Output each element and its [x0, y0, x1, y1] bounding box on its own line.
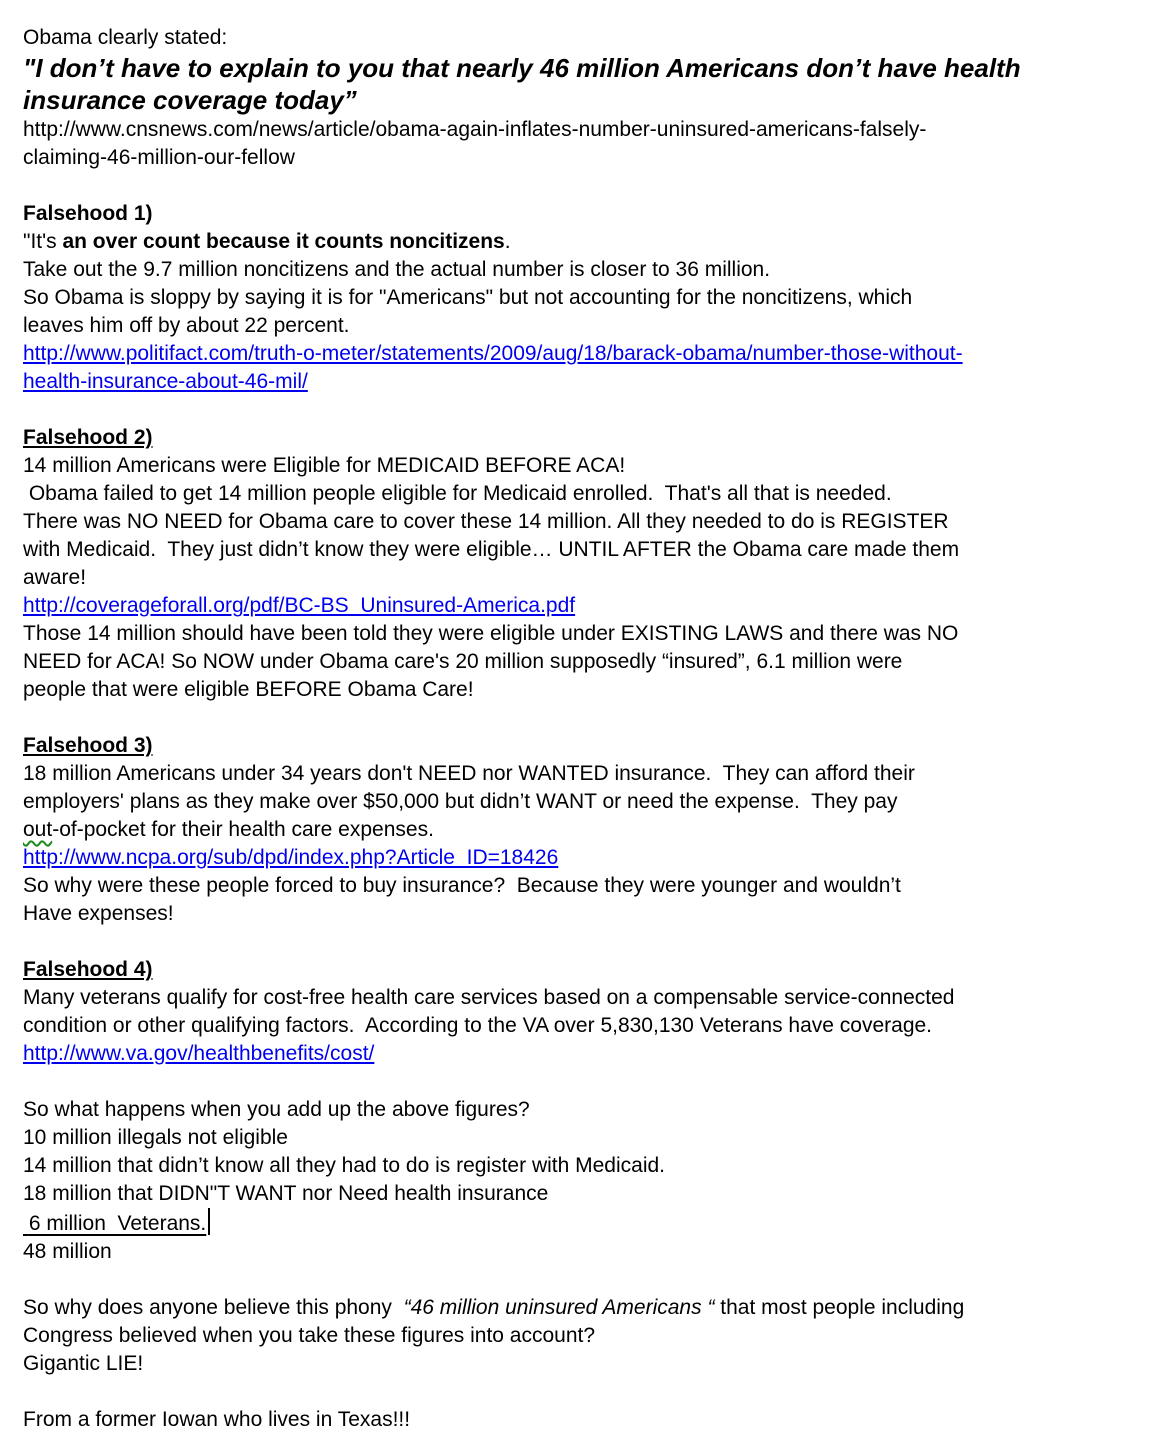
quote-headline-line-2: [23, 84, 1112, 116]
text-run: 14 million Americans were Eligible for MEDICAID BEFORE ACA!: [23, 454, 626, 477]
text-run: Falsehood 1): [23, 202, 153, 225]
falsehood-2-text-line: [23, 620, 1112, 648]
summary-item-line: [23, 1180, 1112, 1208]
text-run: So why were these people forced to buy insurance? Because they were younger and wouldn’t: [23, 874, 901, 897]
text-run: Gigantic LIE!: [23, 1352, 144, 1375]
text-run: insurance coverage today”: [23, 85, 357, 115]
conclusion-line: [23, 1350, 1112, 1378]
falsehood-2-text-line: [23, 480, 1112, 508]
text-run: that most people including: [714, 1296, 965, 1319]
blank-line: [23, 928, 1112, 956]
intro-line: [23, 24, 1112, 52]
text-run: people that were eligible BEFORE Obama Care!: [23, 678, 474, 701]
falsehood-2-text-line: [23, 536, 1112, 564]
text-run: -of-pocket for their health care expenses.: [52, 818, 434, 841]
hyperlink[interactable]: http://www.va.gov/healthbenefits/cost/: [23, 1042, 375, 1065]
politifact-link-line-1: [23, 340, 1112, 368]
blank-line: [23, 396, 1112, 424]
coverageforall-link-line: [23, 592, 1112, 620]
text-run: Have expenses!: [23, 902, 174, 925]
text-run: There was NO NEED for Obama care to cover these 14 million. All they needed to do is REGISTER: [23, 510, 949, 533]
falsehood-3-text-line: [23, 760, 1112, 788]
falsehood-1-heading: [23, 200, 1112, 228]
text-run: with Medicaid. They just didn’t know they were eligible… UNTIL AFTER the Obama care made them: [23, 538, 960, 561]
text-run: leaves him off by about 22 percent.: [23, 314, 350, 337]
text-run: .: [504, 230, 511, 253]
text-run: So Obama is sloppy by saying it is for "Americans" but not accounting for the noncitizens, which: [23, 286, 913, 309]
text-run: 10 million illegals not eligible: [23, 1126, 288, 1149]
hyperlink[interactable]: http://www.ncpa.org/sub/dpd/index.php?Article_ID=18426: [23, 846, 559, 869]
text-run: 6 million Veterans.: [23, 1212, 207, 1235]
falsehood-3-text-line: [23, 900, 1112, 928]
falsehood-1-text-line: [23, 312, 1112, 340]
falsehood-3-text-line: [23, 788, 1112, 816]
text-run: So why does anyone believe this phony: [23, 1296, 404, 1319]
falsehood-2-text-line: [23, 452, 1112, 480]
falsehood-2-heading: [23, 424, 1112, 452]
text-run: NEED for ACA! So NOW under Obama care's 20 million supposedly “insured”, 6.1 million were: [23, 650, 903, 673]
signoff-line: [23, 1406, 1112, 1434]
hyperlink[interactable]: http://coverageforall.org/pdf/BC-BS_Uninsured-America.pdf: [23, 594, 576, 617]
misspelled-word: out: [23, 818, 53, 841]
text-run: "It's: [23, 230, 63, 253]
text-run: 18 million Americans under 34 years don't NEED nor WANTED insurance. They can afford their: [23, 762, 915, 785]
blank-line: [23, 1378, 1112, 1406]
hyperlink[interactable]: http://www.politifact.com/truth-o-meter/statements/2009/aug/18/barack-obama/number-those-without-: [23, 342, 963, 365]
falsehood-4-text-line: [23, 984, 1112, 1012]
text-run: From a former Iowan who lives in Texas!!!: [23, 1408, 411, 1431]
falsehood-4-heading: [23, 956, 1112, 984]
falsehood-2-text-line: [23, 564, 1112, 592]
text-run: 14 million that didn’t know all they had to do is register with Medicaid.: [23, 1154, 665, 1177]
falsehood-1-text-line: [23, 256, 1112, 284]
va-link-line: [23, 1040, 1112, 1068]
text-cursor: [208, 1208, 210, 1235]
text-run: employers' plans as they make over $50,000 but didn’t WANT or need the expense. They pay: [23, 790, 898, 813]
summary-item-line: [23, 1124, 1112, 1152]
text-run: aware!: [23, 566, 87, 589]
text-run: Obama clearly stated:: [23, 26, 228, 49]
text-run: http://www.cnsnews.com/news/article/obama-again-inflates-number-uninsured-americans-falsely-: [23, 118, 927, 141]
sum-underline-line: [23, 1208, 1112, 1238]
conclusion-line: [23, 1294, 1112, 1322]
falsehood-2-text-line: [23, 676, 1112, 704]
blank-line: [23, 1068, 1112, 1096]
text-run: Falsehood 3): [23, 734, 153, 757]
blank-line: [23, 1266, 1112, 1294]
text-run: Those 14 million should have been told they were eligible under EXISTING LAWS and there was NO: [23, 622, 959, 645]
conclusion-line: [23, 1322, 1112, 1350]
falsehood-4-text-line: [23, 1012, 1112, 1040]
summary-item-line: [23, 1152, 1112, 1180]
text-run: So what happens when you add up the above figures?: [23, 1098, 530, 1121]
falsehood-1-text-line: [23, 284, 1112, 312]
cnsnews-url-line-1: [23, 116, 1112, 144]
blank-line: [23, 704, 1112, 732]
text-run: Obama failed to get 14 million people eligible for Medicaid enrolled. That's all that is needed.: [23, 482, 892, 505]
falsehood-3-text-line: [23, 816, 1112, 844]
text-run: Many veterans qualify for cost-free health care services based on a compensable service-connected: [23, 986, 955, 1009]
text-run: Congress believed when you take these figures into account?: [23, 1324, 596, 1347]
text-run: an over count because it counts noncitizens: [62, 230, 505, 253]
hyperlink[interactable]: health-insurance-about-46-mil/: [23, 370, 308, 393]
text-run: condition or other qualifying factors. According to the VA over 5,830,130 Veterans have coverage.: [23, 1014, 933, 1037]
falsehood-1-claim-line: [23, 228, 1112, 256]
falsehood-2-text-line: [23, 508, 1112, 536]
text-run: Take out the 9.7 million noncitizens and the actual number is closer to 36 million.: [23, 258, 771, 281]
falsehood-2-text-line: [23, 648, 1112, 676]
text-run: 18 million that DIDN"T WANT nor Need health insurance: [23, 1182, 549, 1205]
summary-intro-line: [23, 1096, 1112, 1124]
text-run: "I don’t have to explain to you that nearly 46 million Americans don’t have health: [23, 53, 1021, 83]
quote-headline-line-1: [23, 52, 1112, 84]
text-run: “46 million uninsured Americans “: [403, 1296, 715, 1319]
text-run: claiming-46-million-our-fellow: [23, 146, 295, 169]
falsehood-3-text-line: [23, 872, 1112, 900]
falsehood-3-heading: [23, 732, 1112, 760]
text-run: 48 million: [23, 1240, 112, 1263]
cnsnews-url-line-2: [23, 144, 1112, 172]
text-run: Falsehood 2): [23, 426, 153, 449]
text-run: Falsehood 4): [23, 958, 153, 981]
politifact-link-line-2: [23, 368, 1112, 396]
sum-total-line: [23, 1238, 1112, 1266]
blank-line: [23, 172, 1112, 200]
ncpa-link-line: [23, 844, 1112, 872]
